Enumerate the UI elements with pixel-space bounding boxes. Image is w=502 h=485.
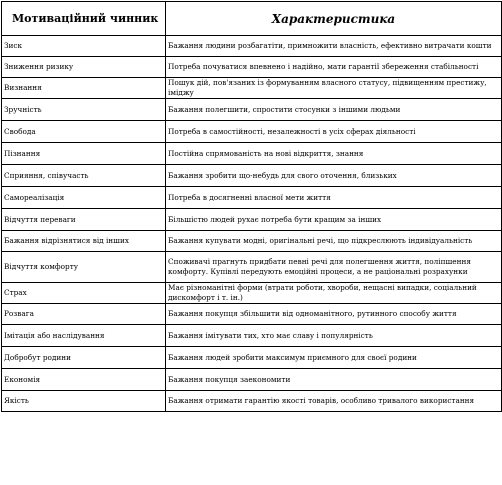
factor-cell: Відчуття комфорту bbox=[2, 252, 166, 283]
table-row bbox=[2, 369, 502, 391]
table-header-row bbox=[2, 2, 502, 36]
description-cell: Потреба в досягненні власної мети життя bbox=[166, 187, 502, 209]
factor-cell: Самореалізація bbox=[2, 187, 166, 209]
factor-cell: Зиск bbox=[2, 36, 166, 57]
table-row bbox=[2, 231, 502, 252]
factor-cell: Якість bbox=[2, 391, 166, 412]
factor-cell: Зниження ризику bbox=[2, 57, 166, 78]
table-row bbox=[2, 325, 502, 347]
table-row bbox=[2, 121, 502, 143]
factor-cell: Економія bbox=[2, 369, 166, 391]
description-cell: Бажання полегшити, спростити стосунки з іншими людьми bbox=[166, 99, 502, 121]
table-row bbox=[2, 36, 502, 57]
factor-cell: Визнання bbox=[2, 78, 166, 99]
description-cell: Бажання людини розбагатіти, примножити власність, ефективно витрачати кошти bbox=[166, 36, 502, 57]
factor-cell: Добробут родини bbox=[2, 347, 166, 369]
description-cell: Бажання людей зробити максимум приємного для своєї родини bbox=[166, 347, 502, 369]
description-cell: Бажання зробити що-небудь для свого оточення, близьких bbox=[166, 165, 502, 187]
factor-cell: Імітація або наслідування bbox=[2, 325, 166, 347]
table-row bbox=[2, 57, 502, 78]
factor-cell: Страх bbox=[2, 283, 166, 304]
table-row bbox=[2, 99, 502, 121]
description-cell: Бажання покупця заекономити bbox=[166, 369, 502, 391]
motivation-factors-table bbox=[1, 1, 502, 412]
table-row bbox=[2, 347, 502, 369]
table-row bbox=[2, 252, 502, 283]
factor-cell: Зручність bbox=[2, 99, 166, 121]
description-cell: Потреба в самостійності, незалежності в усіх сферах діяльності bbox=[166, 121, 502, 143]
table-row bbox=[2, 78, 502, 99]
description-cell: Має різноманітні форми (втрати роботи, хвороби, нещасні випадки, соціальний дискомфорт і т. ін.) bbox=[166, 283, 502, 304]
factor-cell: Бажання відрізнятися від інших bbox=[2, 231, 166, 252]
table-row bbox=[2, 283, 502, 304]
table-row bbox=[2, 187, 502, 209]
table-row bbox=[2, 143, 502, 165]
header-characteristic: Характеристика bbox=[166, 2, 502, 36]
table-row bbox=[2, 304, 502, 325]
factor-cell: Свобода bbox=[2, 121, 166, 143]
description-cell: Споживачі прагнуть придбати певні речі для полегшення життя, поліпшення комфорту. Купівлі передують емоційні процеси, а не раціональні розрахунки bbox=[166, 252, 502, 283]
description-cell: Пошук дій, пов'язаних із формуванням власного статусу, підвищенням престижу, іміджу bbox=[166, 78, 502, 99]
description-cell: Потреба почуватися впевнено і надійно, мати гарантії збереження стабільності bbox=[166, 57, 502, 78]
motivation-table-container bbox=[1, 1, 501, 412]
description-cell: Бажання отримати гарантію якості товарів, особливо тривалого використання bbox=[166, 391, 502, 412]
description-cell: Більшістю людей рухає потреба бути кращим за інших bbox=[166, 209, 502, 231]
table-row bbox=[2, 391, 502, 412]
description-cell: Постійна спрямованість на нові відкриття, знання bbox=[166, 143, 502, 165]
description-cell: Бажання покупця збільшити від одноманітного, рутинного способу життя bbox=[166, 304, 502, 325]
table-row bbox=[2, 209, 502, 231]
factor-cell: Відчуття переваги bbox=[2, 209, 166, 231]
table-row bbox=[2, 165, 502, 187]
description-cell: Бажання купувати модні, оригінальні речі, що підкреслюють індивідуальність bbox=[166, 231, 502, 252]
factor-cell: Пізнання bbox=[2, 143, 166, 165]
description-cell: Бажання імітувати тих, хто має славу і популярність bbox=[166, 325, 502, 347]
header-motivation-factor: Мотиваційний чинник bbox=[2, 2, 166, 36]
factor-cell: Розвага bbox=[2, 304, 166, 325]
factor-cell: Сприяння, співучасть bbox=[2, 165, 166, 187]
